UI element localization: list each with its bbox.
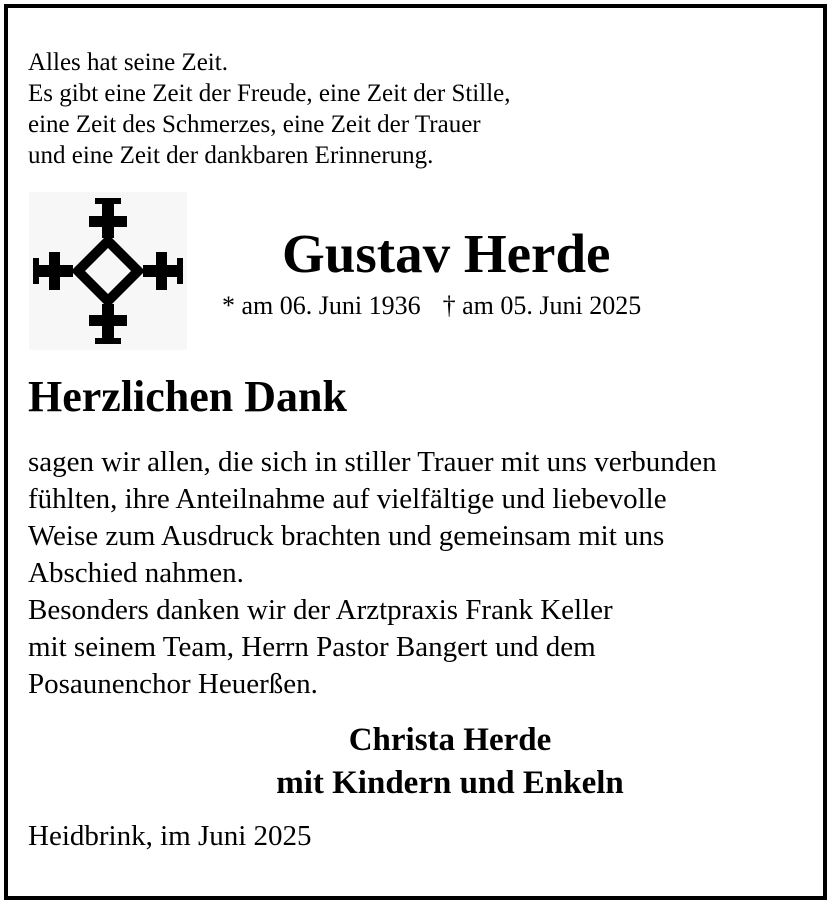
motto-line: und eine Zeit der dankbaren Erinnerung. <box>28 142 434 169</box>
special-thanks-paragraph <box>28 592 613 703</box>
paragraph-line: mit seinem Team, Herrn Pastor Bangert und dem <box>28 631 596 663</box>
thanks-heading: Herzlichen Dank <box>28 372 347 421</box>
paragraph-line: Abschied nahmen. <box>28 557 244 589</box>
life-dates <box>222 289 641 323</box>
motto-line: Alles hat seine Zeit. <box>28 49 228 76</box>
paragraph-line: fühlten, ihre Anteilnahme auf vielfältige und liebevolle <box>28 483 667 515</box>
thanks-paragraph <box>28 444 717 592</box>
signature-family: mit Kindern und Enkeln <box>276 765 624 801</box>
cross-pattee-icon <box>29 192 187 350</box>
signature-name: Christa Herde <box>348 722 552 758</box>
paragraph-line: Besonders danken wir der Arztpraxis Frank Keller <box>28 594 613 626</box>
motto-line: eine Zeit des Schmerzes, eine Zeit der Trauer <box>28 111 481 138</box>
birth-date: * am 06. Juni 1936 <box>222 291 421 320</box>
paragraph-line: sagen wir allen, die sich in stiller Trauer mit uns verbunden <box>28 446 717 478</box>
paragraph-line: Posaunenchor Heuerßen. <box>28 668 318 700</box>
motto-verse <box>28 47 510 171</box>
paragraph-line: Weise zum Ausdruck brachten und gemeinsam mit uns <box>28 520 665 552</box>
death-date: † am 05. Juni 2025 <box>442 291 642 320</box>
motto-line: Es gibt eine Zeit der Freude, eine Zeit der Stille, <box>28 80 511 107</box>
deceased-name: Gustav Herde <box>282 223 611 284</box>
place-and-date: Heidbrink, im Juni 2025 <box>28 820 312 852</box>
